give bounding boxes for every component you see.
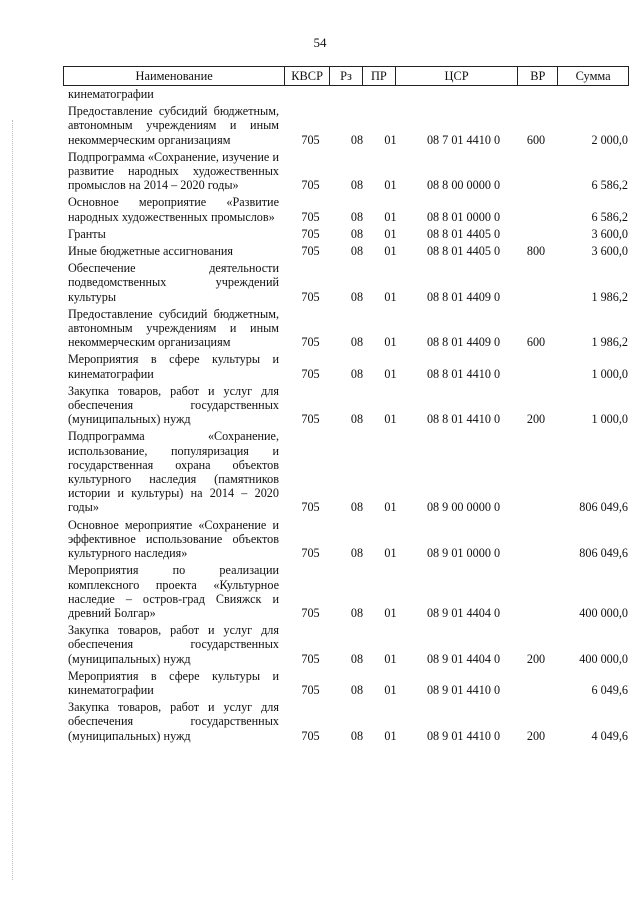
row-pr: 01 <box>384 728 397 743</box>
row-rz: 08 <box>350 226 364 241</box>
row-csr: 08 8 01 0000 0 <box>426 209 501 224</box>
row-name: Мероприятия по реализации комплексного проекта «Культурное наследие – остров-град Свияжск и древний Болгар» <box>68 563 279 620</box>
row-name: Основное мероприятие «Сохранение и эффективное использование объектов культурного наследия» <box>68 517 279 561</box>
table-row <box>68 227 628 241</box>
row-rz: 08 <box>350 682 364 697</box>
table-row <box>68 384 628 427</box>
row-sum: 6 586,2 <box>591 209 628 224</box>
row-rz: 08 <box>350 132 364 147</box>
row-kvsr: 705 <box>301 335 320 350</box>
row-rz: 08 <box>350 546 364 561</box>
column-header-csr: ЦСР <box>396 67 519 85</box>
row-kvsr: 705 <box>301 366 320 381</box>
row-kvsr: 705 <box>301 500 320 515</box>
row-vr: 800 <box>526 244 546 259</box>
page-number: 54 <box>313 35 327 50</box>
row-csr: 08 7 01 4410 0 <box>426 132 501 147</box>
row-csr: 08 8 01 4410 0 <box>426 366 501 381</box>
row-csr: 08 8 01 4405 0 <box>426 244 501 259</box>
margin-dotted-line <box>12 120 14 880</box>
table-row <box>68 307 628 350</box>
row-kvsr: 705 <box>301 605 320 620</box>
row-pr: 01 <box>384 651 397 666</box>
table-row <box>68 429 628 514</box>
row-kvsr: 705 <box>301 728 320 743</box>
row-vr: 200 <box>526 728 546 743</box>
table-row <box>68 352 628 380</box>
row-rz: 08 <box>350 412 364 427</box>
row-name: Подпрограмма «Сохранение, изучение и развитие народных художественных промыслов на 2014 – 2020 годы» <box>68 149 279 193</box>
row-name: Иные бюджетные ассигнования <box>68 244 234 259</box>
column-header-sum: Сумма <box>575 69 611 83</box>
row-kvsr: 705 <box>301 132 320 147</box>
table-row <box>68 150 628 193</box>
row-csr: 08 9 01 0000 0 <box>426 546 501 561</box>
row-sum: 3 600,0 <box>591 226 628 241</box>
row-name: Предоставление субсидий бюджетным, автономным учреждениям и иным некоммерческим организациям <box>68 104 279 147</box>
budget-table-body <box>68 87 628 746</box>
row-sum: 806 049,6 <box>579 500 628 515</box>
column-header-vr: ВР <box>518 67 558 85</box>
row-sum: 400 000,0 <box>579 651 628 666</box>
row-kvsr: 705 <box>301 209 320 224</box>
row-sum: 4 049,6 <box>591 728 628 743</box>
row-rz: 08 <box>350 500 364 515</box>
table-row <box>68 87 628 101</box>
row-csr: 08 9 01 4404 0 <box>426 605 501 620</box>
row-kvsr: 705 <box>301 546 320 561</box>
row-csr: 08 9 00 0000 0 <box>426 500 501 515</box>
row-rz: 08 <box>350 728 364 743</box>
row-rz: 08 <box>350 605 364 620</box>
column-header-name: Наименование <box>64 67 285 85</box>
row-name: Подпрограмма «Сохранение, использование, популяризация и государственная охрана объектов культурного наследия (памятников истории и культуры) на 2014 – 2020 годы» <box>68 429 279 515</box>
row-rz: 08 <box>350 178 364 193</box>
row-sum: 1 000,0 <box>591 412 628 427</box>
row-name: Гранты <box>68 226 106 241</box>
row-name: Основное мероприятие «Развитие народных художественных промыслов» <box>68 195 279 224</box>
row-pr: 01 <box>384 546 397 561</box>
row-csr: 08 9 01 4404 0 <box>426 651 501 666</box>
row-name: кинематографии <box>68 87 154 101</box>
row-kvsr: 705 <box>301 178 320 193</box>
row-pr: 01 <box>384 366 397 381</box>
row-sum: 2 000,0 <box>591 132 628 147</box>
table-row <box>68 623 628 666</box>
row-csr: 08 8 00 0000 0 <box>426 178 501 193</box>
row-sum: 1 986,2 <box>591 289 628 304</box>
row-csr: 08 9 01 4410 0 <box>426 728 501 743</box>
row-sum: 400 000,0 <box>579 605 628 620</box>
row-kvsr: 705 <box>301 682 320 697</box>
row-name: Предоставление субсидий бюджетным, автономным учреждениям и иным некоммерческим организациям <box>68 306 279 350</box>
row-sum: 1 986,2 <box>591 335 628 350</box>
table-row <box>68 700 628 743</box>
row-pr: 01 <box>384 289 397 304</box>
row-kvsr: 705 <box>301 289 320 304</box>
row-pr: 01 <box>384 682 397 697</box>
row-rz: 08 <box>350 366 364 381</box>
row-sum: 6 049,6 <box>591 682 628 697</box>
row-kvsr: 705 <box>301 651 320 666</box>
row-pr: 01 <box>384 209 397 224</box>
row-sum: 6 586,2 <box>591 178 628 193</box>
row-csr: 08 8 01 4409 0 <box>426 335 501 350</box>
row-vr: 600 <box>526 335 546 350</box>
column-header-pr: ПР <box>363 67 396 85</box>
table-header <box>63 66 629 86</box>
row-pr: 01 <box>384 178 397 193</box>
row-sum: 1 000,0 <box>591 366 628 381</box>
row-kvsr: 705 <box>301 226 320 241</box>
column-header-kvsr: КВСР <box>285 67 330 85</box>
table-row <box>68 244 628 258</box>
row-kvsr: 705 <box>301 244 320 259</box>
row-pr: 01 <box>384 500 397 515</box>
row-vr: 200 <box>526 651 546 666</box>
row-pr: 01 <box>384 605 397 620</box>
row-name: Обеспечение деятельности подведомственных учреждений культуры <box>68 261 279 304</box>
row-pr: 01 <box>384 412 397 427</box>
row-kvsr: 705 <box>301 412 320 427</box>
table-row <box>68 518 628 561</box>
row-name: Мероприятия в сфере культуры и кинематографии <box>68 352 279 381</box>
row-rz: 08 <box>350 289 364 304</box>
row-rz: 08 <box>350 651 364 666</box>
row-vr: 600 <box>526 132 546 147</box>
table-row <box>68 563 628 620</box>
row-name: Закупка товаров, работ и услуг для обеспечения государственных (муниципальных) нужд <box>68 623 279 666</box>
row-pr: 01 <box>384 335 397 350</box>
row-sum: 806 049,6 <box>579 546 628 561</box>
table-row <box>68 104 628 147</box>
row-name: Закупка товаров, работ и услуг для обеспечения государственных (муниципальных) нужд <box>68 383 279 427</box>
row-name: Закупка товаров, работ и услуг для обеспечения государственных (муниципальных) нужд <box>68 700 279 743</box>
row-csr: 08 8 01 4405 0 <box>426 226 501 241</box>
table-row <box>68 261 628 304</box>
row-name: Мероприятия в сфере культуры и кинематографии <box>68 668 279 697</box>
row-pr: 01 <box>384 226 397 241</box>
table-row <box>68 669 628 697</box>
row-rz: 08 <box>350 335 364 350</box>
row-rz: 08 <box>350 244 364 259</box>
row-rz: 08 <box>350 209 364 224</box>
column-header-rz: Рз <box>330 67 363 85</box>
row-csr: 08 8 01 4409 0 <box>426 289 501 304</box>
row-pr: 01 <box>384 244 397 259</box>
row-vr: 200 <box>526 412 546 427</box>
row-csr: 08 9 01 4410 0 <box>426 682 501 697</box>
row-pr: 01 <box>384 132 397 147</box>
row-csr: 08 8 01 4410 0 <box>426 412 501 427</box>
table-row <box>68 195 628 223</box>
row-sum: 3 600,0 <box>591 244 628 259</box>
